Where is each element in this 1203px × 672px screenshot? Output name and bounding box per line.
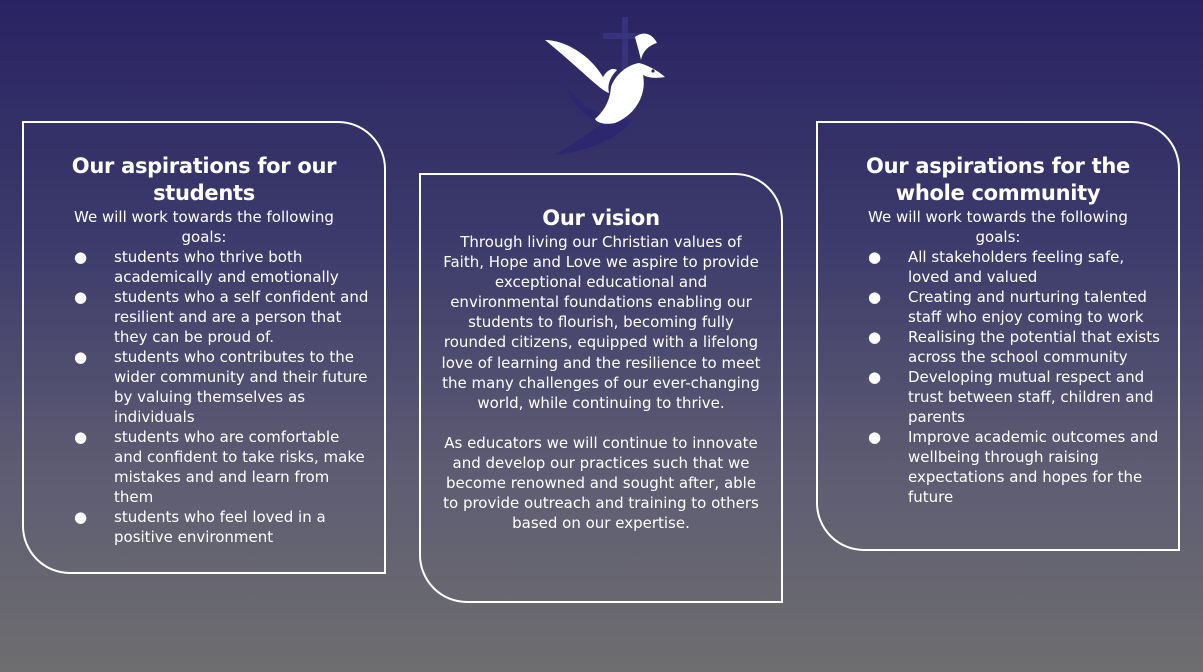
list-item: ● Improve academic outcomes and wellbeing through raising expectations and hopes for the future	[868, 428, 1159, 506]
students-aspirations-card	[22, 121, 386, 574]
students-goals-list	[36, 247, 372, 547]
list-item: ● students who are comfortable and confident to take risks, make mistakes and and learn from them	[74, 428, 365, 506]
list-item: ● All stakeholders feeling safe, loved and valued	[868, 248, 1125, 286]
list-item: ● students who a self confident and resilient and are a person that they can be proud of.	[74, 288, 369, 346]
bullet-icon: ●	[868, 288, 882, 306]
list-item: ● Developing mutual respect and trust between staff, children and parents	[868, 368, 1154, 426]
vision-paragraph: Through living our Christian values of Faith, Hope and Love we aspire to provide exceptional educational and environmental foundations enabling our students to flourish, becoming fully rounded citizens, equipped with a lifelong love of learning and the resilience to meet the many challenges of our ever-changing world, while continuing to thrive.	[441, 233, 761, 412]
list-item: ● students who feel loved in a positive environment	[74, 508, 326, 546]
bullet-icon: ●	[868, 328, 882, 346]
vision-card-title: Our vision	[542, 206, 660, 230]
bullet-icon: ●	[868, 368, 882, 386]
community-goals-list	[830, 247, 1166, 507]
students-card-intro: We will work towards the following goals:	[74, 208, 334, 246]
bullet-icon: ●	[74, 288, 88, 306]
bullet-icon: ●	[74, 348, 88, 366]
dove-cross-icon	[535, 15, 685, 165]
students-card-title: Our aspirations for our students	[71, 154, 337, 205]
bullet-icon: ●	[74, 248, 88, 266]
list-item: ● Creating and nurturing talented staff who enjoy coming to work	[868, 288, 1147, 326]
bullet-icon: ●	[868, 428, 882, 446]
vision-paragraph: As educators we will continue to innovate and develop our practices such that we become renowned and sought after, able to provide outreach and training to others based on our expertise.	[443, 433, 759, 533]
community-aspirations-card	[816, 121, 1180, 551]
bullet-icon: ●	[74, 428, 88, 446]
bullet-icon: ●	[868, 248, 882, 266]
community-card-intro: We will work towards the following goals:	[868, 208, 1128, 246]
list-item: ● students who thrive both academically and emotionally	[74, 248, 339, 286]
bullet-icon: ●	[74, 508, 88, 526]
community-card-title: Our aspirations for the whole community	[866, 154, 1130, 205]
list-item: ● students who contributes to the wider community and their future by valuing themselves as individuals	[74, 348, 368, 426]
vision-card	[419, 173, 783, 603]
list-item: ● Realising the potential that exists across the school community	[868, 328, 1160, 366]
